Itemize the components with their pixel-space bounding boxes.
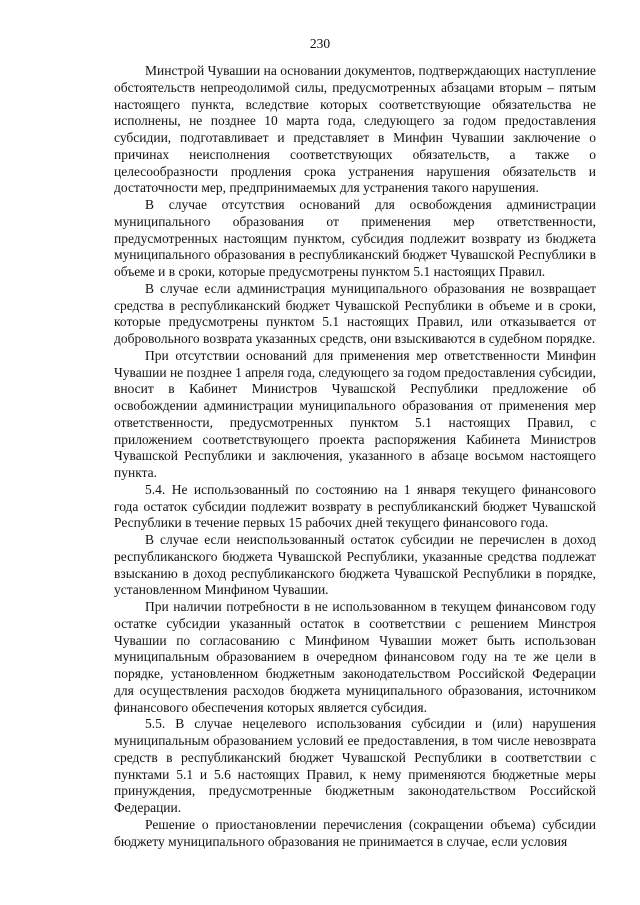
document-body [114, 63, 596, 850]
paragraph: 5.4. Не использованный по состоянию на 1 января текущего финансового года остаток субсидии подлежит возврату в республиканский бюджет Чувашской Республики в течение первых 15 рабочих дней текущего финансового года. [114, 481, 596, 531]
paragraph: При отсутствии оснований для применения мер ответственности Минфин Чувашии не позднее 1 апреля года, следующего за годом предоставления субсидии, вносит в Кабинет Министров Чувашской Республики предложение об освобождении администрации муниципального образования от применения мер ответственности, предусмотренных пунктом 5.1 настоящих Правил, с приложением соответствующего проекта распоряжения Кабинета Министров Чувашской Республики и заключения, указанного в абзаце восьмом настоящего пункта. [114, 347, 596, 480]
paragraph: В случае отсутствия оснований для освобождения администрации муниципального образования от применения мер ответственности, предусмотренных настоящим пунктом, субсидия подлежит возврату из бюджета муниципального образования в республиканский бюджет Чувашской Республики в объеме и в сроки, которые предусмотрены пунктом 5.1 настоящих Правил. [114, 197, 596, 279]
page-number: 230 [309, 36, 331, 51]
paragraph: Решение о приостановлении перечисления (сокращении объема) субсидии бюджету муниципального образования не принимается в случае, если условия [114, 816, 596, 849]
paragraph: Минстрой Чувашии на основании документов, подтверждающих наступление обстоятельств непреодолимой силы, предусмотренных абзацами вторым – пятым настоящего пункта, вследствие которых соответствующие обязательства не исполнены, не позднее 10 марта года, следующего за годом предоставления субсидии, подготавливает и представляет в Минфин Чувашии заключение о причинах неисполнения соответствующих обязательств, а также о целесообразности продления срока устранения нарушения обязательств и достаточности мер, предпринимаемых для устранения такого нарушения. [114, 63, 596, 196]
paragraph: В случае если неиспользованный остаток субсидии не перечислен в доход республиканского бюджета Чувашской Республики, указанные средства подлежат взысканию в доход республиканского бюджета Чувашской Республики в порядке, установленном Минфином Чувашии. [114, 532, 596, 598]
paragraph: В случае если администрация муниципального образования не возвращает средства в республиканский бюджет Чувашской Республики в объеме и в сроки, которые предусмотрены пунктом 5.1 настоящих Правил, или отказывается от добровольного возврата указанных средств, они взыскиваются в судебном порядке. [114, 280, 596, 346]
paragraph: 5.5. В случае нецелевого использования субсидии и (или) нарушения муниципальным образованием условий ее предоставления, в том числе невозврата средств в республиканский бюджет Чувашской Республики в соответствии с пунктами 5.1 и 5.6 настоящих Правил, к нему применяются бюджетные меры принуждения, предусмотренные бюджетным законодательством Российской Федерации. [114, 716, 596, 815]
paragraph: При наличии потребности в не использованном в текущем финансовом году остатке субсидии указанный остаток в соответствии с решением Минстроя Чувашии по согласованию с Минфином Чувашии может быть использован муниципальным образованием в очередном финансовом году на те же цели в порядке, установленном бюджетным законодательством Российской Федерации для осуществления расходов бюджета муниципального образования, источником финансового обеспечения которых является субсидия. [114, 599, 596, 715]
